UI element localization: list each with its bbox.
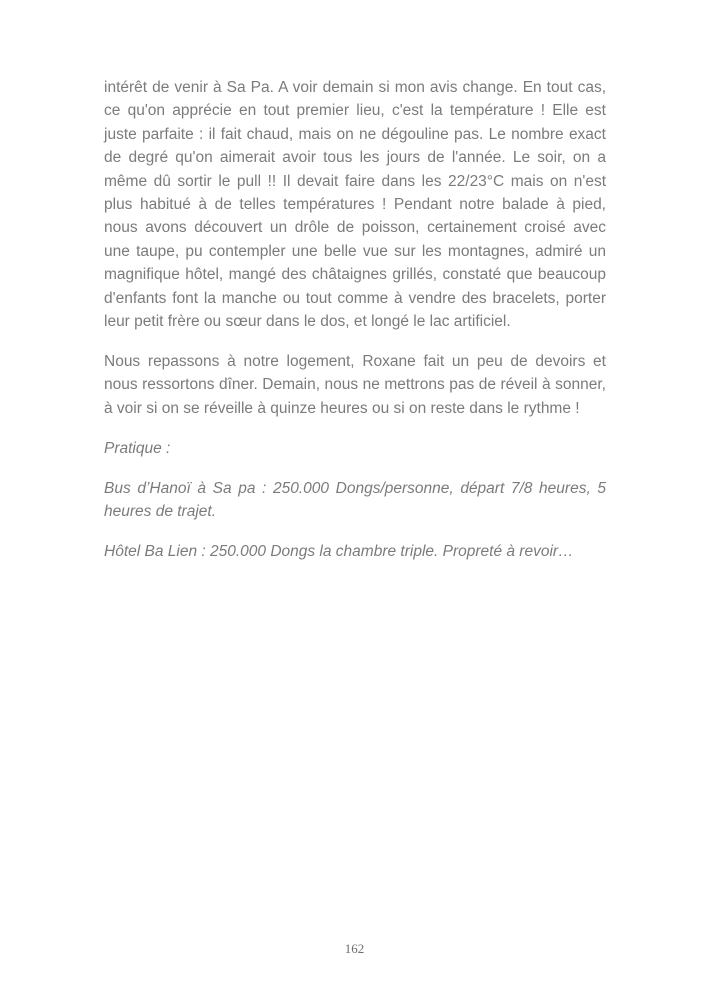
practical-heading: Pratique : bbox=[104, 439, 171, 457]
body-paragraph-1: intérêt de venir à Sa Pa. A voir demain si mon avis change. En tout cas, ce qu'on apprécie en tout premier lieu, c'est la température ! Elle est juste parfaite : il fait chaud, mais on ne dégouline pas. Le nombre exact de degré qu'on aimerait avoir tous les jours de l'année. Le soir, on a même dû sortir le pull !! Il devait faire dans les 22/23°C mais on n'est plus habitué à de telles températures ! Pendant notre balade à pied, nous avons découvert un drôle de poisson, certainement croisé avec une taupe, pu contempler une belle vue sur les montagnes, admiré un magnifique hôtel, mangé des châtaignes grillés, constaté que beaucoup d'enfants font la manche ou tout comme à vendre des bracelets, porter leur petit frère ou sœur dans le dos, et longé le lac artificiel. bbox=[104, 79, 606, 331]
body-paragraph-2: Nous repassons à notre logement, Roxane fait un peu de devoirs et nous ressortons dîner. Demain, nous ne mettrons pas de réveil à sonner, à voir si on se réveille à quinze heures ou si on reste dans le rythme ! bbox=[104, 352, 606, 417]
page-number: 162 bbox=[344, 941, 365, 956]
practical-note-bus: Bus d’Hanoï à Sa pa : 250.000 Dongs/personne, départ 7/8 heures, 5 heures de trajet. bbox=[104, 479, 606, 520]
text-block bbox=[104, 76, 606, 580]
practical-note-hotel: Hôtel Ba Lien : 250.000 Dongs la chambre triple. Propreté à revoir… bbox=[104, 542, 574, 560]
